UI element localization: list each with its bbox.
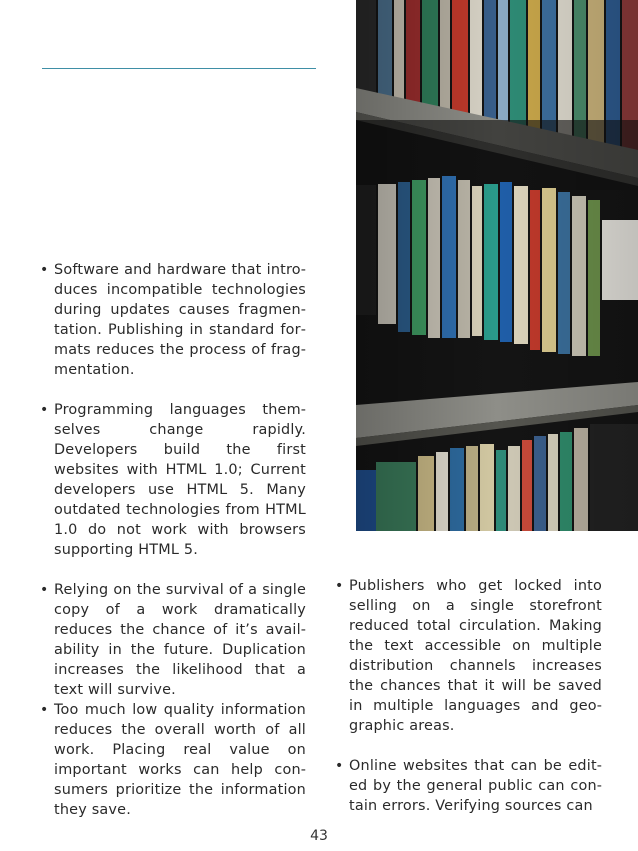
list-item: • Relying on the survival of a single copy of a work dramatically reduces the chance of it’s availability in the future. Duplication increases the likelihood that a text will survive. [40, 580, 306, 700]
page-number: 43 [310, 828, 328, 844]
left-bullet-list [40, 260, 306, 820]
list-item: • Too much low quality information reduces the overall worth of all work. Placing real value on important works can help consumers prioritize the information they save. [40, 700, 306, 820]
list-item: • Publishers who get locked into selling on a single storefront reduced total circulation. Making the text accessible on multiple distribution channels increases the chances that it will be saved in multiple languages and geographic areas. [335, 576, 602, 736]
spacer [40, 560, 306, 580]
list-item: • Online websites that can be edited by the general public can contain errors. Verifying sources can [335, 756, 602, 816]
list-item: • Software and hardware that introduces incompatible technologies during updates causes fragmentation. Publishing in standard formats reduces the process of fragmentation. [40, 260, 306, 380]
right-bullet-list [335, 576, 602, 816]
bookshelf-photo [356, 0, 638, 531]
spacer [335, 736, 602, 756]
list-item: • Programming languages themselves change rapidly. Developers build the first websites with HTML 1.0; Current developers use HTML 5. Many outdated technologies from HTML 1.0 do not work with browsers supporting HTML 5. [40, 400, 306, 560]
decorative-rule [42, 68, 316, 69]
spacer [40, 380, 306, 400]
